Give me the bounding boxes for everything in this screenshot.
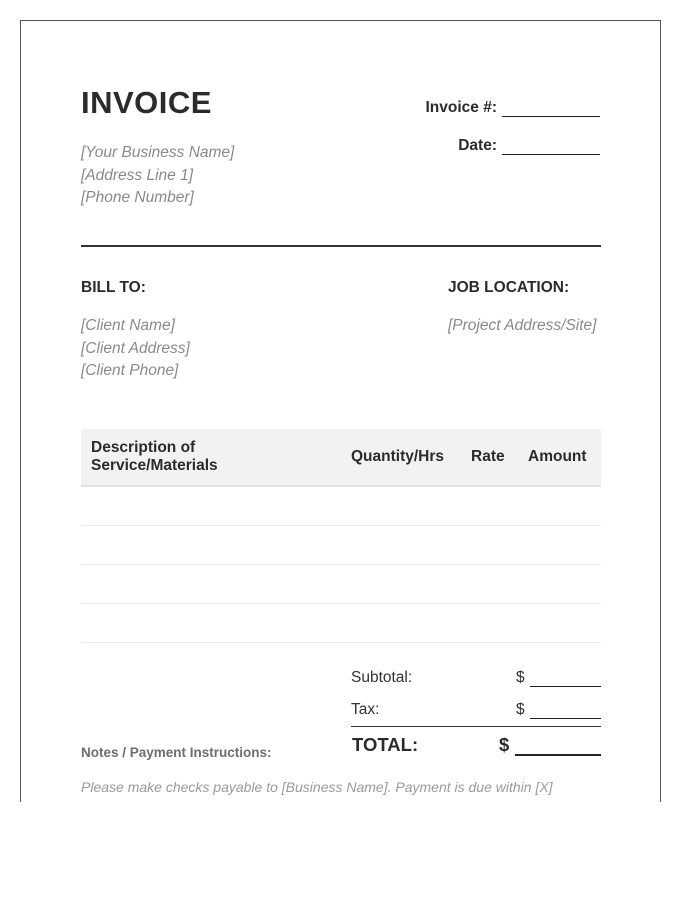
job-location-label: JOB LOCATION: (448, 279, 570, 296)
column-header-rate: Rate (471, 448, 505, 465)
column-header-amount: Amount (528, 448, 587, 465)
invoice-page (20, 20, 661, 802)
table-row[interactable] (81, 526, 601, 565)
invoice-number-row (426, 99, 601, 117)
client-address: [Client Address] (81, 339, 190, 357)
total-label: TOTAL: (352, 734, 419, 755)
table-row[interactable] (81, 565, 601, 604)
business-info (81, 142, 234, 210)
business-phone: [Phone Number] (81, 189, 194, 206)
invoice-title: INVOICE (81, 85, 212, 120)
project-address: [Project Address/Site] (448, 317, 597, 334)
tax-currency: $ (516, 701, 525, 718)
client-info (81, 315, 190, 383)
client-phone: [Client Phone] (81, 362, 179, 379)
total-divider (351, 726, 601, 727)
subtotal-currency: $ (516, 669, 525, 686)
total-currency: $ (499, 734, 510, 755)
column-header-description: Description of Service/Materials (91, 439, 218, 474)
tax-field[interactable] (530, 718, 601, 719)
notes-text: Please make checks payable to [Business Name]. Payment is due within [X] (81, 779, 553, 795)
bill-to-label: BILL TO: (81, 279, 146, 296)
date-field[interactable] (502, 140, 600, 155)
date-row (458, 137, 600, 155)
table-row[interactable] (81, 487, 601, 526)
business-name: [Your Business Name] (81, 144, 235, 161)
column-header-quantity: Quantity/Hrs (351, 448, 445, 465)
date-label: Date: (458, 137, 497, 154)
total-field[interactable] (515, 754, 601, 756)
table-body (81, 487, 601, 643)
notes-label: Notes / Payment Instructions: (81, 745, 272, 760)
table-row[interactable] (81, 604, 601, 643)
table-header (81, 429, 601, 487)
line-items-table (81, 429, 601, 643)
tax-label: Tax: (351, 701, 380, 718)
invoice-number-label: Invoice #: (425, 99, 497, 116)
client-name: [Client Name] (81, 317, 175, 334)
subtotal-field[interactable] (530, 686, 601, 687)
header-divider (81, 245, 601, 247)
business-address: [Address Line 1] (81, 166, 194, 184)
subtotal-label: Subtotal: (351, 669, 413, 686)
invoice-number-field[interactable] (502, 102, 600, 117)
